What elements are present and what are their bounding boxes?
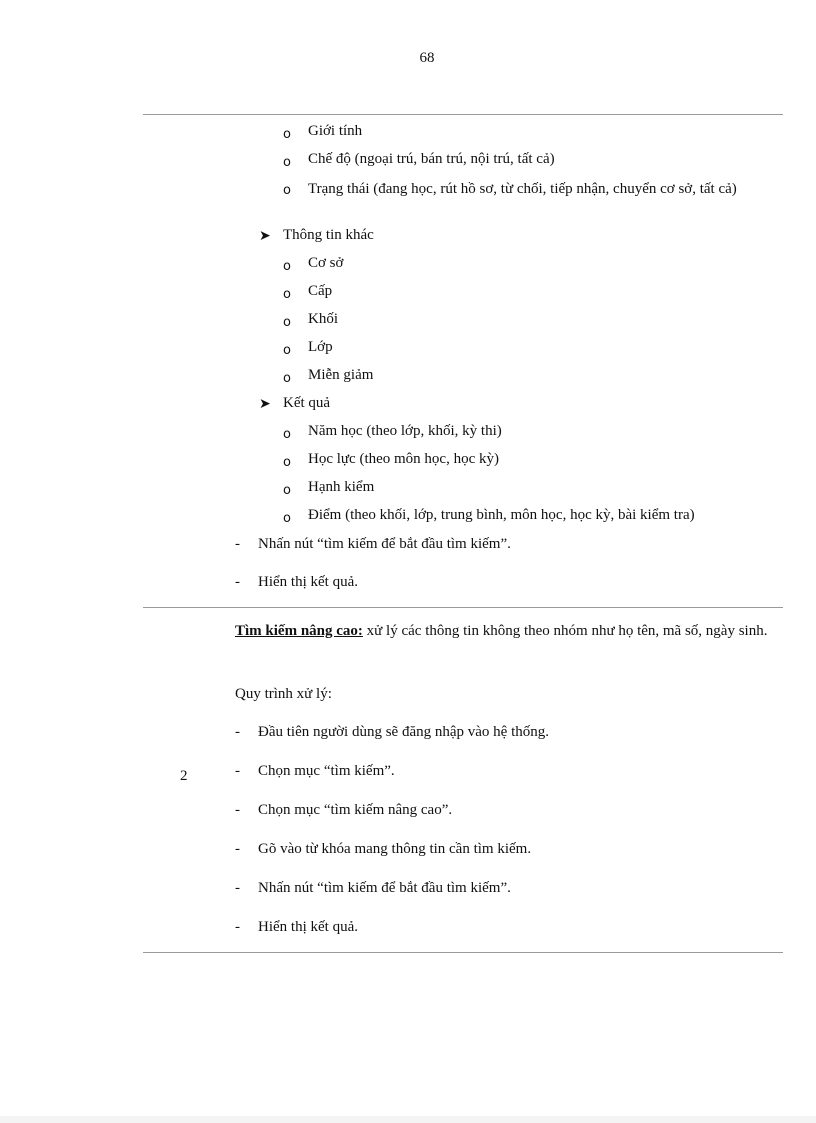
list-item: Miễn giảm xyxy=(308,367,374,383)
dash-bullet: - xyxy=(235,841,240,857)
step-item: Hiển thị kết quả. xyxy=(258,574,358,590)
circle-bullet-icon: o xyxy=(283,315,291,330)
list-item: Học lực (theo môn học, học kỳ) xyxy=(308,451,499,467)
circle-bullet-icon: o xyxy=(283,287,291,302)
list-item: Điểm (theo khối, lớp, trung bình, môn học, học kỳ, bài kiểm tra) xyxy=(308,507,695,523)
dash-bullet: - xyxy=(235,802,240,818)
page-number: 68 xyxy=(419,50,435,66)
row-number: 2 xyxy=(180,768,188,784)
list-item: Lớp xyxy=(308,339,333,355)
circle-bullet-icon: o xyxy=(283,183,291,198)
step-item: Nhấn nút “tìm kiếm để bắt đầu tìm kiếm”. xyxy=(258,536,511,552)
section-heading: Tìm kiếm nâng cao: xyxy=(235,623,363,639)
table-top-border xyxy=(143,114,783,115)
list-item: Khối xyxy=(308,311,338,327)
dash-bullet: - xyxy=(235,536,240,552)
circle-bullet-icon: o xyxy=(283,511,291,526)
step-item: Đầu tiên người dùng sẽ đăng nhập vào hệ thống. xyxy=(258,724,550,740)
list-item: Cơ sở xyxy=(308,255,344,271)
circle-bullet-icon: o xyxy=(283,371,291,386)
dash-bullet: - xyxy=(235,880,240,896)
dash-bullet: - xyxy=(235,919,240,935)
process-label: Quy trình xử lý: xyxy=(235,686,332,702)
arrow-bullet-icon: ➤ xyxy=(259,228,271,244)
list-item: Trạng thái (đang học, rút hồ sơ, từ chối, tiếp nhận, chuyển cơ sở, tất cả) xyxy=(308,181,737,197)
dash-bullet: - xyxy=(235,574,240,590)
advanced-search-paragraph xyxy=(235,616,775,646)
circle-bullet-icon: o xyxy=(283,259,291,274)
step-item: Nhấn nút “tìm kiếm để bắt đầu tìm kiếm”. xyxy=(258,880,511,896)
circle-bullet-icon: o xyxy=(283,455,291,470)
circle-bullet-icon: o xyxy=(283,343,291,358)
dash-bullet: - xyxy=(235,763,240,779)
list-item: Chế độ (ngoại trú, bán trú, nội trú, tất cả) xyxy=(308,151,555,167)
list-item: Hạnh kiểm xyxy=(308,479,375,495)
dash-bullet: - xyxy=(235,724,240,740)
circle-bullet-icon: o xyxy=(283,127,291,142)
circle-bullet-icon: o xyxy=(283,483,291,498)
table-row-divider xyxy=(143,607,783,608)
page-bottom-edge xyxy=(0,1116,816,1123)
list-item: Cấp xyxy=(308,283,333,299)
subheading-results: Kết quả xyxy=(283,395,331,411)
circle-bullet-icon: o xyxy=(283,155,291,170)
step-item: Gõ vào từ khóa mang thông tin cần tìm kiếm. xyxy=(258,841,532,857)
list-item: Giới tính xyxy=(308,123,363,139)
step-item: Hiển thị kết quả. xyxy=(258,919,358,935)
step-item: Chọn mục “tìm kiếm”. xyxy=(258,763,395,779)
list-item: Năm học (theo lớp, khối, kỳ thi) xyxy=(308,423,502,439)
circle-bullet-icon: o xyxy=(283,427,291,442)
section-description: xử lý các thông tin không theo nhóm như họ tên, mã số, ngày sinh. xyxy=(362,623,768,639)
table-bottom-border xyxy=(143,952,783,953)
subheading-other-info: Thông tin khác xyxy=(283,227,374,243)
step-item: Chọn mục “tìm kiếm nâng cao”. xyxy=(258,802,453,818)
arrow-bullet-icon: ➤ xyxy=(259,396,271,412)
